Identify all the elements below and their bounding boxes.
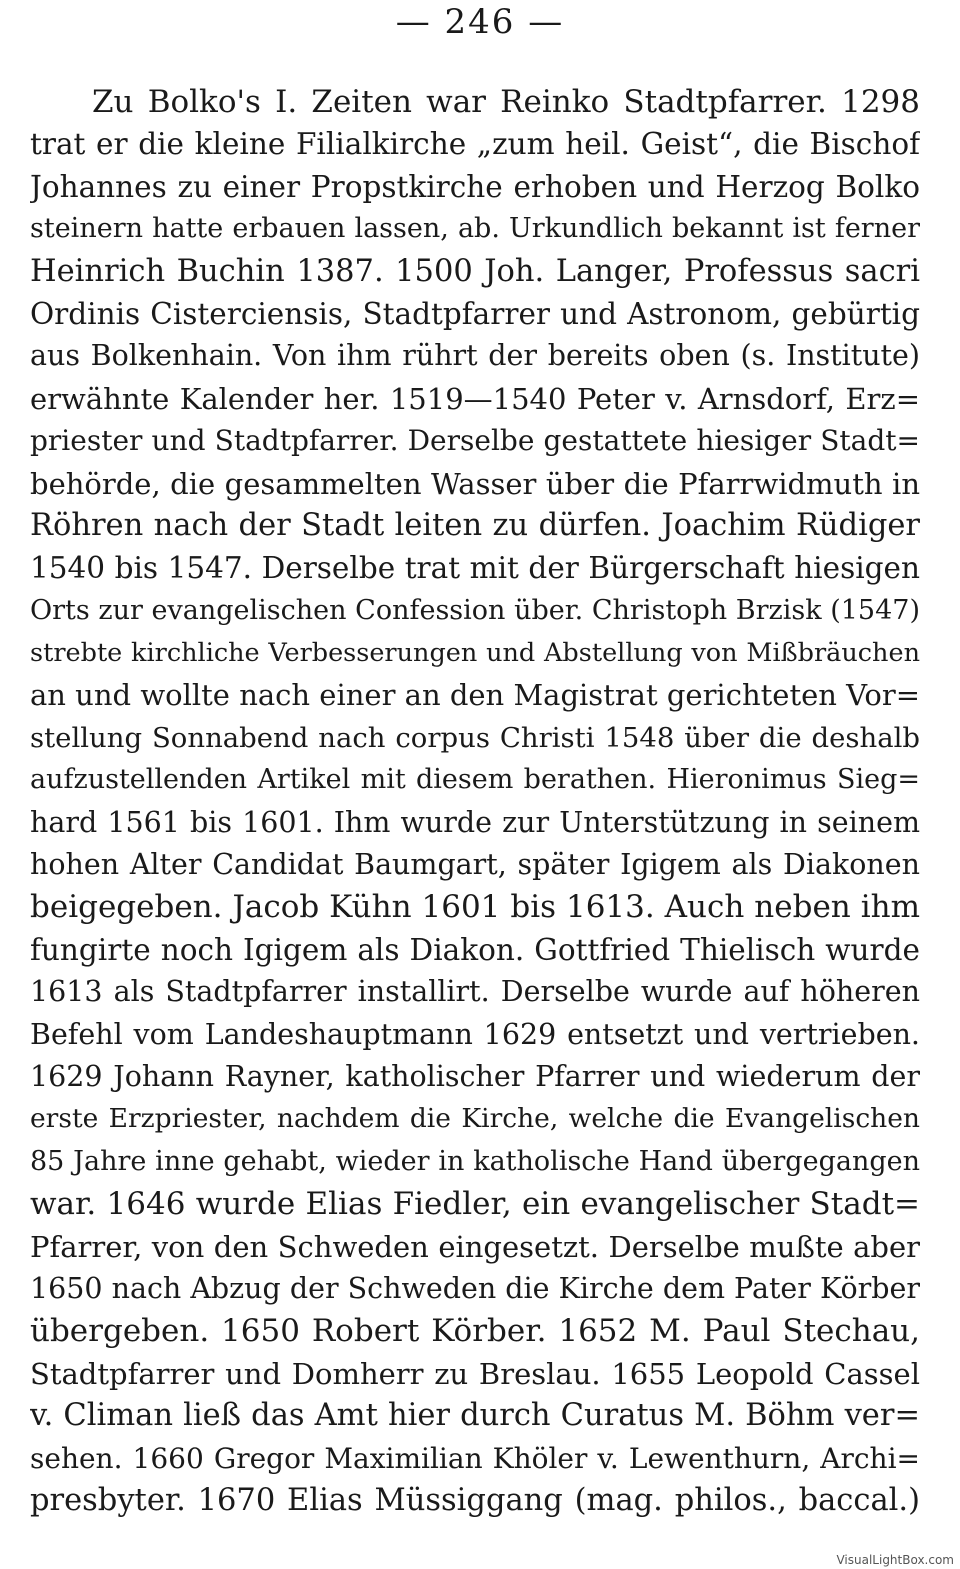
text-line: trat er die kleine Filialkirche „zum heil. Geist“, die Bischof	[30, 127, 920, 162]
text-line: strebte kirchliche Verbesserungen und Abstellung von Mißbräuchen	[30, 638, 920, 669]
text-line: Heinrich Buchin 1387. 1500 Joh. Langer, Professus sacri	[30, 253, 920, 289]
text-line: 1613 als Stadtpfarrer installirt. Derselbe wurde auf höheren	[30, 975, 920, 1009]
text-line: beigegeben. Jacob Kühn 1601 bis 1613. Auch neben ihm	[30, 889, 920, 926]
text-line: Röhren nach der Stadt leiten zu dürfen. Joachim Rüdiger	[30, 507, 920, 543]
text-line: aufzustellenden Artikel mit diesem berathen. Hieronimus Sieg=	[30, 764, 920, 796]
text-line: hohen Alter Candidat Baumgart, später Igigem als Diakonen	[30, 848, 920, 882]
text-line: sehen. 1660 Gregor Maximilian Khöler v. Lewenthurn, Archi=	[30, 1441, 920, 1475]
text-line: 85 Jahre inne gehabt, wieder in katholische Hand übergegangen	[30, 1145, 920, 1177]
text-line: fungirte noch Igigem als Diakon. Gottfried Thielisch wurde	[30, 932, 920, 967]
watermark: VisualLightBox.com	[836, 1553, 954, 1567]
text-line: war. 1646 wurde Elias Fiedler, ein evangelischer Stadt=	[30, 1186, 920, 1223]
text-line: Befehl vom Landeshauptmann 1629 entsetzt und vertrieben.	[30, 1017, 920, 1051]
text-line: erwähnte Kalender her. 1519—1540 Peter v. Arnsdorf, Erz=	[30, 381, 920, 416]
text-line: priester und Stadtpfarrer. Derselbe gestattete hiesiger Stadt=	[30, 424, 920, 458]
text-line: an und wollte nach einer an den Magistrat gerichteten Vor=	[30, 678, 920, 713]
text-line: 1650 nach Abzug der Schweden die Kirche dem Pater Körber	[30, 1271, 920, 1305]
text-line: Pfarrer, von den Schweden eingesetzt. Derselbe mußte aber	[30, 1229, 920, 1264]
text-line: Stadtpfarrer und Domherr zu Breslau. 1655 Leopold Cassel	[30, 1356, 920, 1391]
text-line: Ordinis Cisterciensis, Stadtpfarrer und Astronom, gebürtig	[30, 296, 920, 331]
text-line: erste Erzpriester, nachdem die Kirche, welche die Evangelischen	[30, 1103, 920, 1135]
text-line: presbyter. 1670 Elias Müssiggang (mag. philos., baccal.)	[30, 1482, 920, 1518]
text-line: übergeben. 1650 Robert Körber. 1652 M. Paul Stechau,	[30, 1313, 920, 1350]
text-line: 1629 Johann Rayner, katholischer Pfarrer und wiederum der	[30, 1059, 920, 1093]
text-line: stellung Sonnabend nach corpus Christi 1548 über die deshalb	[30, 721, 920, 754]
text-line: hard 1561 bis 1601. Ihm wurde zur Unterstützung in seinem	[30, 805, 920, 839]
body-text	[30, 81, 920, 1522]
page-number: — 246 —	[395, 2, 565, 42]
text-line: aus Bolkenhain. Von ihm rührt der bereits oben (s. Institute)	[30, 339, 920, 373]
text-line: Zu Bolko's I. Zeiten war Reinko Stadtpfarrer. 1298	[92, 84, 920, 120]
text-line: steinern hatte erbauen lassen, ab. Urkundlich bekannt ist ferner	[30, 213, 920, 245]
text-line: Johannes zu einer Propstkirche erhoben und Herzog Bolko	[30, 169, 920, 204]
text-line: behörde, die gesammelten Wasser über die Pfarrwidmuth in	[30, 466, 920, 501]
text-line: Orts zur evangelischen Confession über. Christoph Brzisk (1547)	[30, 594, 920, 626]
text-line: v. Climan ließ das Amt hier durch Curatus M. Böhm ver=	[30, 1398, 920, 1434]
text-line: 1540 bis 1547. Derselbe trat mit der Bürgerschaft hiesigen	[30, 551, 920, 586]
